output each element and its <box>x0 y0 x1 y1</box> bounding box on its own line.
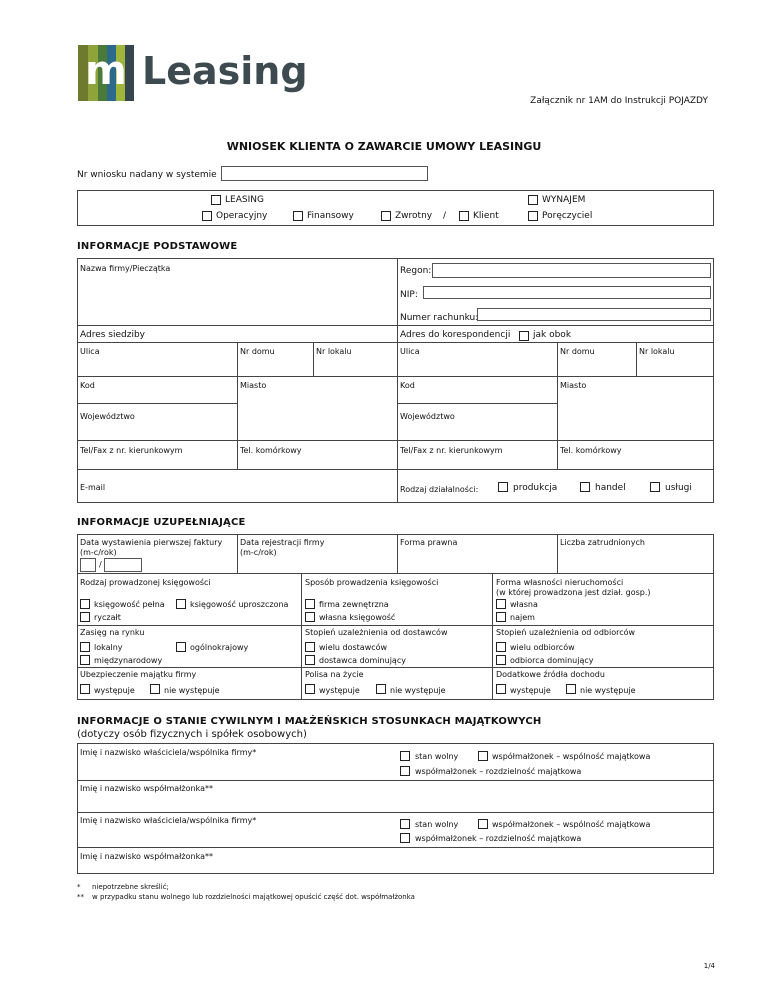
row-line <box>77 667 714 668</box>
nip-label: NIP: <box>400 290 418 300</box>
handel-checkbox[interactable] <box>580 482 590 492</box>
nr-domu-label: Nr domu <box>240 347 275 356</box>
row-line <box>77 469 714 470</box>
wynajem-label: WYNAJEM <box>542 195 586 205</box>
stan-wolny-label-1: stan wolny <box>415 752 459 761</box>
row-line <box>77 403 237 404</box>
wielu-odb-checkbox[interactable] <box>496 642 506 652</box>
rozdzielnosc-checkbox-2[interactable] <box>400 833 410 843</box>
footnote-marker-1: * <box>77 883 81 891</box>
stan-wolny-checkbox-1[interactable] <box>400 751 410 761</box>
wlasciciel-label-1: Imię i nazwisko właściciela/wspólnika firmy* <box>80 748 257 757</box>
dodatkowe-wyst-label: występuje <box>510 686 551 695</box>
row-line <box>77 573 714 574</box>
col-line <box>492 573 493 700</box>
stan-wolny-label-2: stan wolny <box>415 820 459 829</box>
regon-label: Regon: <box>400 266 432 276</box>
ubezp-nie-checkbox[interactable] <box>150 684 160 694</box>
ulica-label: Ulica <box>80 347 100 356</box>
jak-obok-label: jak obok <box>533 330 572 340</box>
polisa-label: Polisa na życie <box>305 670 364 679</box>
logo-mark <box>78 45 134 101</box>
ubezp-wyst-label: występuje <box>94 686 135 695</box>
wlasciciel-label-2: Imię i nazwisko właściciela/wspólnika firmy* <box>80 816 257 825</box>
wynajem-checkbox[interactable] <box>528 195 538 205</box>
kuproszczona-label: księgowość uproszczona <box>190 600 289 609</box>
row-line <box>397 403 557 404</box>
nip-input[interactable] <box>423 286 711 299</box>
wspolnosc-label-1: współmałżonek – wspólność majątkowa <box>492 752 651 761</box>
ksiegowosc-label: Rodzaj prowadzonej księgowości <box>80 578 211 587</box>
email-label: E-mail <box>80 483 106 492</box>
kod-label: Kod <box>80 381 95 390</box>
row-line <box>77 376 714 377</box>
nr-wniosku-label: Nr wniosku nadany w systemie <box>77 170 217 180</box>
odb-dom-label: odbiorca dominujący <box>510 656 594 665</box>
col-line <box>397 258 398 503</box>
faktury-year-input[interactable] <box>104 558 142 572</box>
faktury-slash: / <box>99 560 102 569</box>
dost-dom-label: dostawca dominujący <box>319 656 406 665</box>
telkom-label-2: Tel. komórkowy <box>560 446 622 455</box>
kuproszczona-checkbox[interactable] <box>176 599 186 609</box>
ubezp-label: Ubezpieczenie majątku firmy <box>80 670 197 679</box>
wielu-odb-label: wielu odbiorców <box>510 643 575 652</box>
page-number: 1/4 <box>703 962 715 970</box>
poreczyciel-label: Poręczyciel <box>542 211 593 221</box>
uslugi-label: usługi <box>665 483 692 493</box>
odb-dom-checkbox[interactable] <box>496 655 506 665</box>
finansowy-label: Finansowy <box>307 211 354 221</box>
nr-wniosku-input[interactable] <box>221 166 428 181</box>
ryczalt-checkbox[interactable] <box>80 612 90 622</box>
uzal-odb-label: Stopień uzależnienia od odbiorców <box>496 628 636 637</box>
leasing-checkbox[interactable] <box>211 195 221 205</box>
ogolnokrajowy-checkbox[interactable] <box>176 642 186 652</box>
handel-label: handel <box>595 483 626 493</box>
marital-subheading: (dotyczy osób fizycznych i spółek osobowych) <box>77 729 307 740</box>
dodatkowe-label: Dodatkowe źródła dochodu <box>496 670 605 679</box>
telfax-label: Tel/Fax z nr. kierunkowym <box>80 446 183 455</box>
kpelna-label: księgowość pełna <box>94 600 165 609</box>
lokalny-checkbox[interactable] <box>80 642 90 652</box>
logo-m: m <box>85 48 127 94</box>
nr-domu-label-2: Nr domu <box>560 347 595 356</box>
wojewodztwo-label: Województwo <box>80 412 135 421</box>
col-line <box>237 342 238 469</box>
zwrotny-checkbox[interactable] <box>381 211 391 221</box>
finansowy-checkbox[interactable] <box>293 211 303 221</box>
col-line <box>557 342 558 469</box>
dodatkowe-wyst-checkbox[interactable] <box>496 684 506 694</box>
row-line <box>77 780 714 781</box>
footnote-text-2: w przypadku stanu wolnego lub rozdzielności majątkowej opuścić część dot. współmałżonka <box>92 893 415 901</box>
dodatkowe-nie-label: nie występuje <box>580 686 636 695</box>
uslugi-checkbox[interactable] <box>650 482 660 492</box>
wielu-dost-checkbox[interactable] <box>305 642 315 652</box>
miedzynarodowy-checkbox[interactable] <box>80 655 90 665</box>
leasing-label: LEASING <box>225 195 264 205</box>
wspolmalzonka-label-2: Imię i nazwisko współmałżonka** <box>80 852 213 861</box>
logo-word: Leasing <box>142 49 308 93</box>
adres-siedziby: Adres siedziby <box>80 330 146 340</box>
rachunek-label: Numer rachunku: <box>400 313 479 323</box>
operacyjny-checkbox[interactable] <box>202 211 212 221</box>
wspolmalzonka-label-1: Imię i nazwisko współmałżonka** <box>80 784 213 793</box>
row-line <box>77 625 714 626</box>
wlasna-ksieg-label: własna księgowość <box>319 613 396 622</box>
footnote-marker-2: ** <box>77 893 84 901</box>
nr-lokalu-label-2: Nr lokalu <box>639 347 675 356</box>
data-faktury-2: (m-c/rok) <box>80 548 117 557</box>
poreczyciel-checkbox[interactable] <box>528 211 538 221</box>
row-line <box>77 847 714 848</box>
polisa-wyst-label: występuje <box>319 686 360 695</box>
col-line <box>237 534 238 573</box>
rachunek-input[interactable] <box>477 308 711 321</box>
rozdzielnosc-label-2: współmałżonek – rozdzielność majątkowa <box>415 834 582 843</box>
row-line <box>77 342 714 343</box>
wspolnosc-checkbox-2[interactable] <box>478 819 488 829</box>
data-faktury-1: Data wystawienia pierwszej faktury <box>80 538 223 547</box>
nr-lokalu-label: Nr lokalu <box>316 347 352 356</box>
najem-checkbox[interactable] <box>496 612 506 622</box>
ubezp-wyst-checkbox[interactable] <box>80 684 90 694</box>
firma-zew-checkbox[interactable] <box>305 599 315 609</box>
polisa-nie-label: nie występuje <box>390 686 446 695</box>
adres-koresp: Adres do korespondencji <box>400 330 511 340</box>
kpelna-checkbox[interactable] <box>80 599 90 609</box>
ryczalt-label: ryczałt <box>94 613 121 622</box>
rozdzielnosc-checkbox-1[interactable] <box>400 766 410 776</box>
dodatkowe-nie-checkbox[interactable] <box>566 684 576 694</box>
row-line <box>77 440 714 441</box>
forma-prawna: Forma prawna <box>400 538 458 547</box>
zasieg-label: Zasięg na rynku <box>80 628 145 637</box>
telfax-label-2: Tel/Fax z nr. kierunkowym <box>400 446 503 455</box>
wlasna-ksieg-checkbox[interactable] <box>305 612 315 622</box>
row-line <box>77 325 714 326</box>
wlasna-checkbox[interactable] <box>496 599 506 609</box>
liczba-zatrudnionych: Liczba zatrudnionych <box>560 538 645 547</box>
telkom-label: Tel. komórkowy <box>240 446 302 455</box>
lokalny-label: lokalny <box>94 643 123 652</box>
najem-label: najem <box>510 613 535 622</box>
ubezp-nie-label: nie występuje <box>164 686 220 695</box>
klient-checkbox[interactable] <box>459 211 469 221</box>
col-line <box>557 534 558 573</box>
basic-heading: INFORMACJE PODSTAWOWE <box>77 241 238 252</box>
data-rej-1: Data rejestracji firmy <box>240 538 325 547</box>
firma-zew-label: firma zewnętrzna <box>319 600 389 609</box>
wielu-dost-label: wielu dostawców <box>319 643 388 652</box>
wspolnosc-checkbox-1[interactable] <box>478 751 488 761</box>
uzal-dost-label: Stopień uzależnienia od dostawców <box>305 628 448 637</box>
type-slash: / <box>443 211 447 221</box>
firma-label: Nazwa firmy/Pieczątka <box>80 264 171 273</box>
marital-heading: INFORMACJE O STANIE CYWILNYM I MAŁŻEŃSKICH STOSUNKACH MAJĄTKOWYCH <box>77 716 542 727</box>
polisa-nie-checkbox[interactable] <box>376 684 386 694</box>
operacyjny-label: Operacyjny <box>216 211 268 221</box>
forma-wlasn-2: (w której prowadzona jest dział. gosp.) <box>496 588 651 597</box>
wlasna-label: własna <box>510 600 538 609</box>
ogolnokrajowy-label: ogólnokrajowy <box>190 643 249 652</box>
zwrotny-label: Zwrotny <box>395 211 433 221</box>
annex-note: Załącznik nr 1AM do Instrukcji POJAZDY <box>530 96 708 106</box>
wspolnosc-label-2: współmałżonek – wspólność majątkowa <box>492 820 651 829</box>
polisa-wyst-checkbox[interactable] <box>305 684 315 694</box>
rozdzielnosc-label-1: współmałżonek – rozdzielność majątkowa <box>415 767 582 776</box>
col-line <box>397 534 398 573</box>
forma-wlasn-1: Forma własności nieruchomości <box>496 578 624 587</box>
miasto-label-2: Miasto <box>560 381 587 390</box>
miedzynarodowy-label: międzynarodowy <box>94 656 163 665</box>
wojewodztwo-label-2: Województwo <box>400 412 455 421</box>
klient-label: Klient <box>473 211 499 221</box>
col-line <box>313 342 314 376</box>
stan-wolny-checkbox-2[interactable] <box>400 819 410 829</box>
dost-dom-checkbox[interactable] <box>305 655 315 665</box>
footnote-text-1: niepotrzebne skreślić; <box>92 883 169 891</box>
row-line <box>77 812 714 813</box>
regon-input[interactable] <box>432 263 711 278</box>
produkcja-checkbox[interactable] <box>498 482 508 492</box>
ulica-label-2: Ulica <box>400 347 420 356</box>
page-title: WNIOSEK KLIENTA O ZAWARCIE UMOWY LEASINGU <box>226 140 542 153</box>
faktury-month-input[interactable] <box>80 558 96 572</box>
col-line <box>301 573 302 700</box>
col-line <box>636 342 637 376</box>
produkcja-label: produkcja <box>513 483 558 493</box>
rodzaj-label: Rodzaj działalności: <box>400 485 479 494</box>
jak-obok-checkbox[interactable] <box>519 331 529 341</box>
data-rej-2: (m-c/rok) <box>240 548 277 557</box>
miasto-label: Miasto <box>240 381 267 390</box>
logo <box>78 45 308 101</box>
kod-label-2: Kod <box>400 381 415 390</box>
extra-heading: INFORMACJE UZUPEŁNIAJĄCE <box>77 517 246 528</box>
sposob-label: Sposób prowadzenia księgowości <box>305 578 439 587</box>
